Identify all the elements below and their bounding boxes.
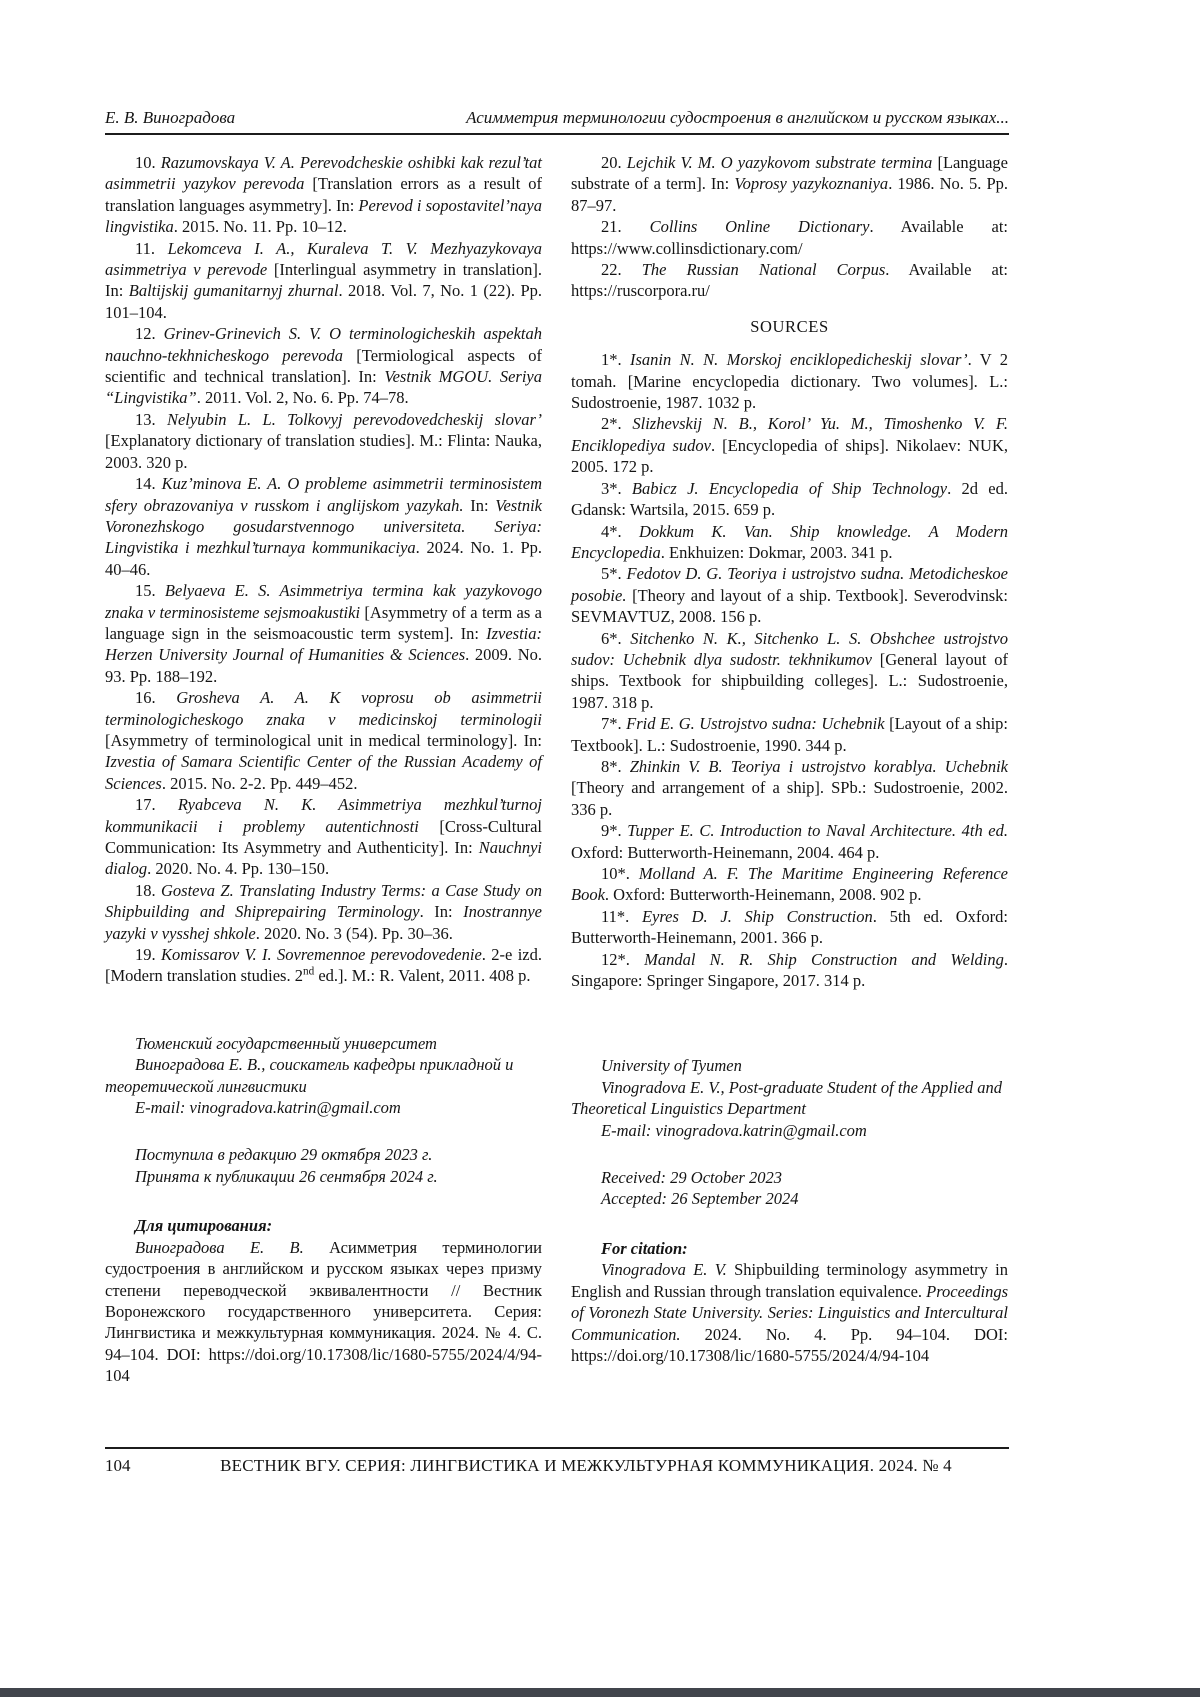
affiliation-line: Accepted: 26 September 2024 (601, 1189, 799, 1209)
reference-entry: 14. Kuz’minova E. A. O probleme asimmetrii terminosistem sfery obrazovaniya v russkom i anglijskom yazykah. In: Vestnik Voronezhskogo gosudarstvennogo universiteta. Seriya: Lingvistika i mezhkul’turnaya kommunikaciya. 2024. No. 1. Pp. 40–46. (105, 474, 542, 579)
left-column (105, 152, 542, 1387)
reference-entry: 15. Belyaeva E. S. Asimmetriya termina kak yazykovogo znaka v terminosisteme sejsmoakustiki [Asymmetry of a term as a language sign in the seismoacoustic term system]. In: Izvestia: Herzen University Journal of Humanities & Sciences. 2009. No. 93. Pp. 188–192. (105, 581, 542, 686)
running-header (105, 107, 1009, 128)
reference-entry: 11. Lekomceva I. A., Kuraleva T. V. Mezhyazykovaya asimmetriya v perevode [Interlingual asymmetry in translation]. In: Baltijskij gumanitarnyj zhurnal. 2018. Vol. 7, No. 1 (22). Pp. 101–104. (105, 238, 543, 322)
reference-entry: 20. Lejchik V. M. O yazykovom substrate termina [Language substrate of a term]. In: Voprosy yazykoznaniya. 1986. No. 5. Pp. 87–97. (571, 153, 1009, 215)
spacer (571, 1141, 1008, 1167)
reference-entry: 13. Nelyubin L. L. Tolkovyj perevodovedcheskij slovar’ [Explanatory dictionary of translation studies]. M.: Flinta: Nauka, 2003. 320 p. (105, 409, 542, 472)
spacer (105, 1118, 542, 1144)
spacer (105, 1187, 542, 1215)
reference-entry: 22. The Russian National Corpus. Available at: https://ruscorpora.ru/ (571, 260, 1008, 301)
affiliation-line: E-mail: vinogradova.katrin@gmail.com (601, 1120, 867, 1140)
affiliation-line: Vinogradova E. V., Post-graduate Student of the Applied and Theoretical Linguistics Department (571, 1077, 1003, 1119)
citation-label: For citation: (601, 1238, 688, 1258)
running-header-title: Асимметрия терминологии судостроения в английском и русском языках... (466, 108, 1009, 127)
footer-rule (105, 1447, 1009, 1449)
affiliation-line: E-mail: vinogradova.katrin@gmail.com (135, 1098, 401, 1118)
running-header-author: Е. В. Виноградова (105, 108, 236, 127)
reference-entry: 5*. Fedotov D. G. Teoriya i ustrojstvo sudna. Metodicheskoe posobie. [Theory and layout of a ship. Textbook]. Severodvinsk: SEVMAVTUZ, 2008. 156 p. (571, 564, 1008, 627)
spacer (571, 1210, 1008, 1238)
reference-entry: 12. Grinev-Grinevich S. V. O terminologicheskih aspektah nauchno-tekhnicheskogo perevoda [Termiological aspects of scientific and technical translation]. In: Vestnik MGOU. Seriya “Lingvistika”. 2011. Vol. 2, No. 6. Pp. 74–78. (105, 324, 542, 408)
running-footer (105, 1455, 1009, 1477)
reference-entry: 1*. Isanin N. N. Morskoj enciklopedicheskij slovar’. V 2 tomah. [Marine encyclopedia dictionary. Two volumes]. L.: Sudostroenie, 1987. 1032 p. (571, 350, 1009, 413)
reference-entry: 12*. Mandal N. R. Ship Construction and Welding. Singapore: Springer Singapore, 2017. 314 p. (571, 949, 1009, 991)
reference-entry: 4*. Dokkum K. Van. Ship knowledge. A Modern Encyclopedia. Enkhuizen: Dokmar, 2003. 341 p. (571, 521, 1009, 562)
spacer (105, 987, 542, 1033)
page-body (105, 152, 1009, 1387)
bottom-bar (0, 1688, 1200, 1697)
affiliation-line: Виноградова Е. В., соискатель кафедры прикладной и теоретической лингвистики (105, 1055, 514, 1096)
reference-entry: 21. Collins Online Dictionary. Available at: https://www.collinsdictionary.com/ (571, 217, 1009, 258)
reference-entry: 10*. Molland A. F. The Maritime Engineering Reference Book. Oxford: Butterworth-Heinemann, 2008. 902 p. (571, 864, 1009, 905)
reference-entry: 2*. Slizhevskij N. B., Korol’ Yu. M., Timoshenko V. F. Enciklopediya sudov. [Encyclopedia of ships]. Nikolaev: NUK, 2005. 172 p. (571, 414, 1008, 477)
affiliation-line: Received: 29 October 2023 (601, 1168, 782, 1188)
reference-entry: 19. Komissarov V. I. Sovremennoe perevodovedenie. 2-e izd. [Modern translation studies. 2nd ed.]. M.: R. Valent, 2011. 408 p. (105, 945, 542, 986)
affiliation-line: Принята к публикации 26 сентября 2024 г. (135, 1166, 438, 1186)
citation-paragraph: Виноградова Е. В. Асимметрия терминологии судостроения в английском и русском языках через призму степени переводческой эквивалентности // Вестник Воронежского государственного университета. Серия: Лингвистика и межкультурная коммуникация. 2024. № 4. С. 94–104. DOI: https://doi.org/10.17308/lic/1680-5755/2024/4/94-104 (105, 1237, 542, 1386)
reference-entry: 6*. Sitchenko N. K., Sitchenko L. S. Obshchee ustrojstvo sudov: Uchebnik dlya sudostr. tekhnikumov [General layout of ships. Textbook for shipbuilding colleges]. L.: Sudostroenie, 1987. 318 p. (571, 628, 1009, 712)
reference-entry: 18. Gosteva Z. Translating Industry Terms: a Case Study on Shipbuilding and Shiprepairing Terminology. In: Inostrannye yazyki v vysshej shkole. 2020. No. 3 (54). Pp. 30–36. (105, 880, 542, 943)
header-rule (105, 133, 1009, 135)
citation-paragraph: Vinogradova E. V. Shipbuilding terminology asymmetry in English and Russian through translation equivalence. Proceedings of Voronezh State University. Series: Linguistics and Intercultural Communication. 2024. No. 4. Pp. 94–104. DOI: https://doi.org/10.17308/lic/1680-5755/2024/4/94-104 (571, 1260, 1009, 1365)
reference-entry: 17. Ryabceva N. K. Asimmetriya mezhkul’turnoj kommunikacii i problemy autentichnosti [Cross-Cultural Communication: Its Asymmetry and Authenticity]. In: Nauchnyi dialog. 2020. No. 4. Pp. 130–150. (105, 795, 542, 879)
footer-journal-line: ВЕСТНИК ВГУ. СЕРИЯ: ЛИНГВИСТИКА И МЕЖКУЛЬТУРНАЯ КОММУНИКАЦИЯ. 2024. № 4 (220, 1456, 952, 1475)
reference-entry: 7*. Frid E. G. Ustrojstvo sudna: Uchebnik [Layout of a ship: Textbook]. L.: Sudostroenie, 1990. 344 p. (571, 714, 1009, 755)
right-column (571, 152, 1008, 1366)
page-number: 104 (105, 1456, 131, 1475)
affiliation-line: Поступила в редакцию 29 октября 2023 г. (135, 1145, 433, 1165)
reference-entry: 8*. Zhinkin V. B. Teoriya i ustrojstvo korablya. Uchebnik [Theory and arrangement of a ship]. SPb.: Sudostroenie, 2002. 336 p. (571, 756, 1009, 819)
reference-entry: 3*. Babicz J. Encyclopedia of Ship Technology. 2d ed. Gdansk: Wartsila, 2015. 659 p. (571, 478, 1008, 520)
affiliation-line: Тюменский государственный университет (135, 1033, 437, 1053)
spacer (571, 991, 1008, 1055)
citation-label: Для цитирования: (135, 1216, 273, 1236)
reference-entry: 16. Grosheva A. A. K voprosu ob asimmetrii terminologicheskogo znaka v medicinskoj terminologii [Asymmetry of terminological unit in medical terminology]. In: Izvestia of Samara Scientific Center of the Russian Academy of Sciences. 2015. No. 2-2. Pp. 449–452. (105, 688, 542, 793)
affiliation-line: University of Tyumen (601, 1056, 742, 1076)
reference-entry: 11*. Eyres D. J. Ship Construction. 5th ed. Oxford: Butterworth-Heinemann, 2001. 366 p. (571, 906, 1009, 948)
reference-entry: 9*. Tupper E. C. Introduction to Naval Architecture. 4th ed. Oxford: Butterworth-Heinemann, 2004. 464 p. (571, 821, 1008, 862)
reference-entry: 10. Razumovskaya V. A. Perevodcheskie oshibki kak rezul’tat asimmetrii yazykov perevoda [Translation errors as a result of translation languages asymmetry]. In: Perevod i sopostavitel’naya lingvistika. 2015. No. 11. Pp. 10–12. (105, 153, 542, 237)
section-heading: SOURCES (750, 316, 829, 336)
